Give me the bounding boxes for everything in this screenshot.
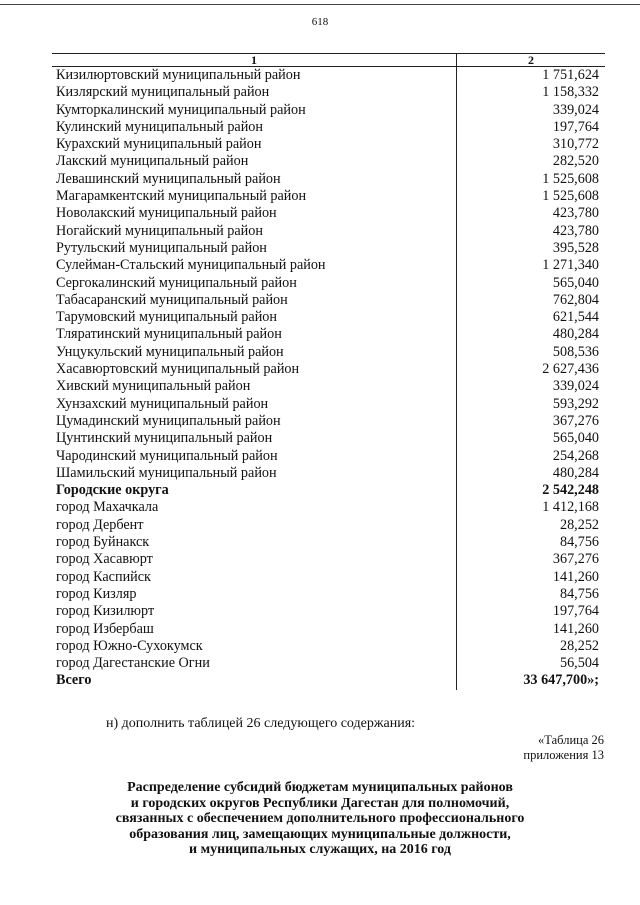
row-value-cell: 367,276: [552, 551, 599, 568]
heading-line-3: связанных с обеспечением дополнительного профессионального: [115, 811, 525, 827]
table-body: [52, 67, 605, 690]
row-value-cell: 282,520: [552, 153, 599, 170]
row-value-cell: 367,276: [552, 412, 599, 429]
row-name-cell: город Хасавюрт: [52, 551, 457, 568]
table-row: [52, 430, 605, 447]
subsidy-table: [52, 53, 605, 690]
row-value-cell: 197,764: [552, 118, 599, 135]
row-name-cell: Всего: [52, 672, 457, 689]
table-row: [52, 361, 605, 378]
table-row: [52, 205, 605, 222]
table-row: [52, 655, 605, 672]
table-row: [52, 378, 605, 395]
table-row: [52, 534, 605, 551]
caption-line-1: «Таблица 26: [538, 733, 604, 747]
table-row: [52, 102, 605, 119]
row-value-cell: 1 751,624: [542, 67, 599, 83]
table-row: [52, 482, 605, 499]
row-name-cell: город Кизляр: [52, 586, 457, 603]
row-name-cell: город Дагестанские Огни: [52, 655, 457, 672]
row-name-cell: Кумторкалинский муниципальный район: [52, 102, 457, 119]
table-row: [52, 551, 605, 568]
row-value-cell: 593,292: [552, 395, 599, 412]
row-value-cell: 1 525,608: [542, 188, 599, 205]
row-name-cell: Цумадинский муниципальный район: [52, 413, 457, 430]
row-name-cell: Чародинский муниципальный район: [52, 448, 457, 465]
table-row: [52, 517, 605, 534]
row-value-cell: 423,780: [552, 205, 599, 222]
subsidy-table-wrapper: [52, 53, 605, 690]
row-value-cell: 508,536: [552, 343, 599, 360]
row-value-cell: 565,040: [552, 274, 599, 291]
section-heading: [0, 780, 640, 858]
row-name-cell: Городские округа: [52, 482, 457, 499]
table-row: [52, 223, 605, 240]
row-name-cell: Рутульский муниципальный район: [52, 240, 457, 257]
row-name-cell: Кизилюртовский муниципальный район: [52, 67, 457, 85]
row-name-cell: Хасавюртовский муниципальный район: [52, 361, 457, 378]
row-value-cell: 1 412,168: [542, 499, 599, 516]
table-row: [52, 67, 605, 85]
row-value-cell: 84,756: [559, 585, 599, 602]
row-value-cell: 1 525,608: [542, 170, 599, 187]
table-row: [52, 309, 605, 326]
row-name-cell: город Кизилюрт: [52, 603, 457, 620]
row-name-cell: город Каспийск: [52, 569, 457, 586]
row-value-cell: 141,260: [552, 568, 599, 585]
page-number: 618: [311, 16, 329, 28]
row-name-cell: город Южно-Сухокумск: [52, 638, 457, 655]
top-rule: [0, 4, 640, 5]
row-name-cell: город Избербаш: [52, 621, 457, 638]
row-value-cell: 2 627,436: [542, 361, 599, 378]
row-name-cell: Цунтинский муниципальный район: [52, 430, 457, 447]
heading-line-1: Распределение субсидий бюджетам муниципальных районов: [127, 780, 513, 795]
table-row: [52, 326, 605, 343]
table-row: [52, 448, 605, 465]
row-name-cell: Кулинский муниципальный район: [52, 119, 457, 136]
row-name-cell: Табасаранский муниципальный район: [52, 292, 457, 309]
column-header-1: 1: [52, 54, 457, 67]
table-row: [52, 465, 605, 482]
row-value-cell: 339,024: [552, 101, 599, 118]
row-name-cell: Унцукульский муниципальный район: [52, 344, 457, 361]
table-row: [52, 119, 605, 136]
table-row: [52, 621, 605, 638]
row-value-cell: 762,804: [552, 291, 599, 308]
row-name-cell: город Махачкала: [52, 499, 457, 516]
table-row: [52, 586, 605, 603]
row-name-cell: Тляратинский муниципальный район: [52, 326, 457, 343]
table-row: [52, 672, 605, 689]
row-name-cell: Хунзахский муниципальный район: [52, 396, 457, 413]
heading-line-5: и муниципальных служащих, на 2016 год: [189, 842, 451, 858]
row-name-cell: Тарумовский муниципальный район: [52, 309, 457, 326]
table-row: [52, 171, 605, 188]
row-name-cell: Хивский муниципальный район: [52, 378, 457, 395]
table-caption: [523, 733, 604, 763]
row-name-cell: город Дербент: [52, 517, 457, 534]
row-value-cell: 621,544: [552, 309, 599, 326]
row-value-cell: 33 647,700»;: [523, 672, 599, 689]
table-row: [52, 638, 605, 655]
row-name-cell: Сергокалинский муниципальный район: [52, 275, 457, 292]
row-value-cell: 480,284: [552, 326, 599, 343]
row-value-cell: 565,040: [552, 430, 599, 447]
table-row: [52, 84, 605, 101]
table-row: [52, 153, 605, 170]
row-name-cell: Кизлярский муниципальный район: [52, 84, 457, 101]
heading-line-2: и городских округов Республики Дагестан для полномочий,: [130, 795, 510, 811]
row-value-cell: 56,504: [559, 655, 599, 672]
table-row: [52, 240, 605, 257]
row-name-cell: Курахский муниципальный район: [52, 136, 457, 153]
heading-line-4: образования лиц, замещающих муниципальные должности,: [129, 826, 511, 842]
row-name-cell: Лакский муниципальный район: [52, 153, 457, 170]
row-name-cell: город Буйнакск: [52, 534, 457, 551]
row-name-cell: Ногайский муниципальный район: [52, 223, 457, 240]
row-value-cell: 141,260: [552, 620, 599, 637]
row-value-cell: 2 542,248: [542, 482, 599, 499]
table-row: [52, 188, 605, 205]
row-name-cell: Левашинский муниципальный район: [52, 171, 457, 188]
table-row: [52, 344, 605, 361]
column-header-2: 2: [457, 54, 606, 67]
table-row: [52, 275, 605, 292]
row-value-cell: 1 271,340: [542, 257, 599, 274]
row-value-cell: 339,024: [552, 378, 599, 395]
row-name-cell: Магарамкентский муниципальный район: [52, 188, 457, 205]
row-value-cell: 310,772: [552, 136, 599, 153]
row-name-cell: Шамильский муниципальный район: [52, 465, 457, 482]
table-row: [52, 292, 605, 309]
table-row: [52, 136, 605, 153]
table-row: [52, 257, 605, 274]
row-value-cell: 28,252: [559, 516, 599, 533]
row-name-cell: Сулейман-Стальский муниципальный район: [52, 257, 457, 274]
caption-line-2: приложения 13: [523, 748, 604, 762]
instruction-text: н) дополнить таблицей 26 следующего содержания:: [106, 716, 416, 731]
row-value-cell: 28,252: [559, 637, 599, 654]
row-value-cell: 423,780: [552, 222, 599, 239]
table-row: [52, 499, 605, 516]
table-row: [52, 603, 605, 620]
table-row: [52, 569, 605, 586]
row-value-cell: 480,284: [552, 464, 599, 481]
table-header-row: [52, 54, 605, 67]
table-row: [52, 413, 605, 430]
table-row: [52, 396, 605, 413]
row-name-cell: Новолакский муниципальный район: [52, 205, 457, 222]
row-value-cell: 197,764: [552, 603, 599, 620]
row-value-cell: 1 158,332: [542, 84, 599, 101]
row-value-cell: 395,528: [552, 239, 599, 256]
row-value-cell: 84,756: [559, 534, 599, 551]
row-value-cell: 254,268: [552, 447, 599, 464]
